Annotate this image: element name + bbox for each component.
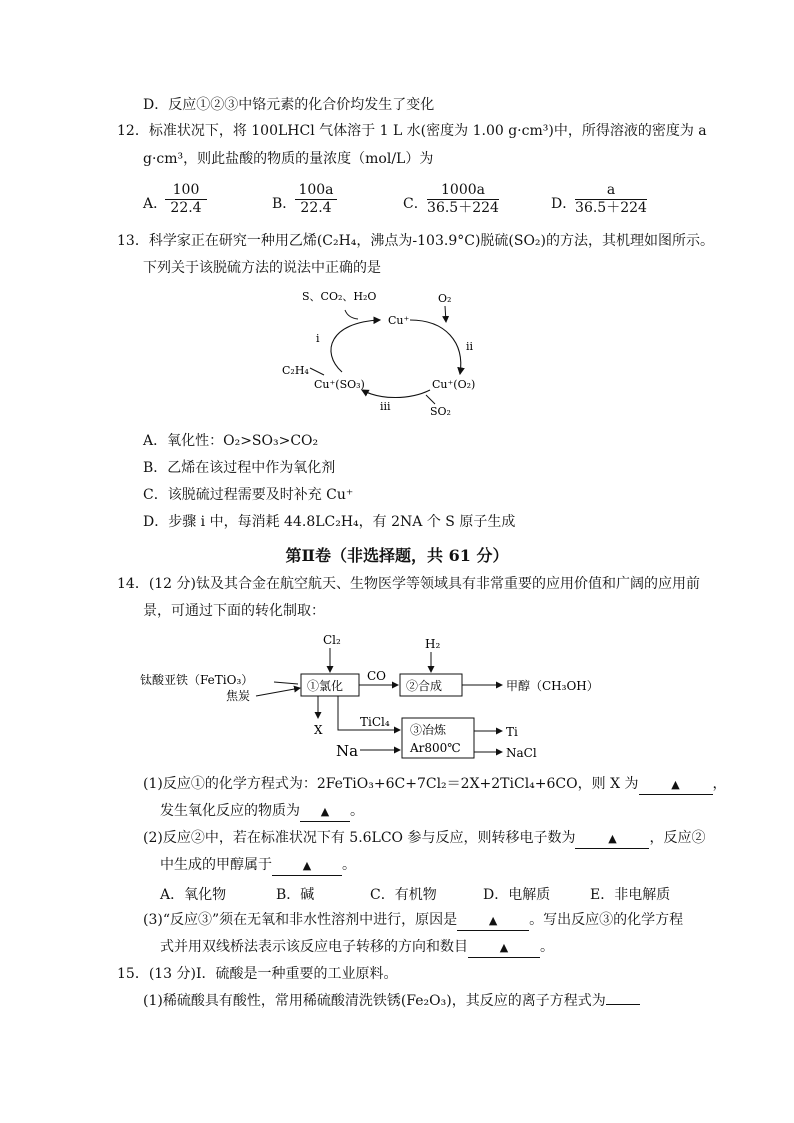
q12-option-a-letter: A． [143, 196, 168, 212]
q13-option-c: C．该脱硫过程需要及时补充 Cu⁺ [143, 487, 354, 503]
fraction-numerator: 100a [298, 182, 334, 198]
q13-stem-line2: 下列关于该脱硫方法的说法中正确的是 [143, 260, 381, 276]
diagram-cu-so3-label: Cu⁺(SO₃) [314, 378, 365, 391]
q13-option-b: B．乙烯在该过程中作为氧化剂 [143, 460, 336, 476]
flow-methanol-label: 甲醇（CH₃OH） [506, 679, 599, 693]
flow-ticl4-label: TiCl₄ [360, 715, 390, 729]
q15-stem: 15．(13 分)Ⅰ．硫酸是一种重要的工业原料。 [117, 966, 398, 982]
q15-part1-line [143, 992, 640, 1010]
reactant-line-1 [274, 682, 298, 684]
section-heading: 第Ⅱ卷（非选择题，共 61 分） [285, 546, 509, 565]
o2-input-arrow [445, 306, 446, 322]
q12-option-d-fraction [575, 182, 647, 217]
flow-h2-label: H₂ [425, 637, 441, 651]
diagram-cu-o2-label: Cu⁺(O₂) [432, 378, 476, 391]
reactant-line-2 [256, 688, 300, 696]
diagram-cu-label: Cu⁺ [388, 314, 410, 327]
q14-part1-text2: 发生氧化反应的物质为 [160, 803, 300, 819]
answer-blank[interactable]: ▲ [300, 802, 350, 822]
diagram-products-label: S、CO₂、H₂O [302, 290, 377, 303]
q14-part1-line1: (1)反应①的化学方程式为：2FeTiO₃+6C+7Cl₂＝2X+2TiCl₄+6CO，则 X 为 ▲ ， [143, 775, 727, 795]
fraction-denominator: 22.4 [170, 200, 202, 216]
q14-part3-line1: (3)“反应③”须在无氧和非水性溶剂中进行，原因是 ▲ 。写出反应③的化学方程 [143, 911, 683, 931]
flow-cl2-label: Cl₂ [323, 633, 341, 647]
fraction-denominator: 36.5＋224 [575, 200, 647, 216]
q12-option-c-letter: C． [403, 196, 428, 212]
q14-part1-text: (1)反应①的化学方程式为：2FeTiO₃+6C+7Cl₂＝2X+2TiCl₄+6CO，则 X 为 [143, 776, 639, 792]
answer-blank[interactable]: ▲ [468, 938, 540, 958]
q12-option-c-fraction [427, 182, 499, 217]
q14-part2-text: (2)反应②中，若在标准状况下有 5.6LCO 参与反应，则转移电子数为 [143, 830, 576, 846]
fraction-numerator: a [606, 182, 616, 198]
q14-process-flowchart [138, 628, 658, 768]
q12-option-d-letter: D． [551, 196, 577, 212]
answer-blank[interactable]: ▲ [575, 829, 649, 849]
diagram-step-iii: iii [380, 400, 391, 413]
answer-blank[interactable] [606, 1004, 640, 1005]
flow-ti-label: Ti [506, 725, 518, 739]
q13-mechanism-diagram [270, 282, 500, 422]
q13-stem-line1: 13．科学家正在研究一种用乙烯(C₂H₄，沸点为-103.9°C)脱硫(SO₂)的方法，其机理如图所示。 [117, 233, 715, 249]
q11-option-d: D．反应①②③中铬元素的化合价均发生了变化 [143, 97, 435, 113]
answer-blank[interactable]: ▲ [457, 911, 529, 931]
box-synthesis-label: ②合成 [406, 679, 443, 693]
answer-blank[interactable]: ▲ [639, 775, 713, 795]
diagram-step-ii: ii [466, 340, 474, 353]
q14-part2-option-b: B．碱 [276, 887, 315, 903]
q12-stem-line1: 12．标准状况下，将 100LHCl 气体溶于 1 L 水(密度为 1.00 g·cm³)中，所得溶液的密度为 a [117, 123, 707, 139]
q13-option-a: A．氧化性：O₂>SO₃>CO₂ [143, 433, 319, 449]
box-smelting-label: ③冶炼 [410, 723, 447, 737]
q12-option-a-fraction [165, 182, 207, 217]
products-release-curve [345, 310, 358, 319]
cycle-arrow-iii [362, 390, 430, 398]
cycle-arrow-ii [410, 320, 461, 374]
flow-reactant-coke: 焦炭 [226, 689, 251, 703]
q14-part1-line2: 发生氧化反应的物质为 ▲ 。 [160, 802, 364, 822]
box-chlorination-label: ①氯化 [307, 679, 344, 693]
diagram-step-i: i [316, 332, 320, 345]
flow-na-label: Na [336, 742, 359, 760]
q12-stem-line2: g·cm³，则此盐酸的物质的量浓度（mol/L）为 [143, 151, 434, 167]
fraction-numerator: 100 [172, 182, 200, 198]
q14-part3-line2: 式并用双线桥法表示该反应电子转移的方向和数目 ▲ 。 [160, 938, 554, 958]
diagram-so2-label: SO₂ [430, 405, 451, 418]
flow-co-label: CO [367, 669, 387, 683]
diagram-o2-label: O₂ [438, 292, 452, 305]
flow-nacl-label: NaCl [506, 746, 537, 760]
c2h4-input-line [310, 368, 324, 375]
q14-part2-line2: 中生成的甲醇属于 ▲ 。 [160, 856, 356, 876]
fraction-numerator: 1000a [441, 182, 485, 198]
q14-part3-text2: 式并用双线桥法表示该反应电子转移的方向和数目 [160, 939, 468, 955]
flow-x-label: X [314, 723, 323, 737]
q14-part2-line1: (2)反应②中，若在标准状况下有 5.6LCO 参与反应，则转移电子数为 ▲ ，反应② [143, 829, 705, 849]
fraction-denominator: 22.4 [300, 200, 332, 216]
q14-part2-option-e: E．非电解质 [590, 887, 671, 903]
q13-option-d: D．步骤 i 中，每消耗 44.8LC₂H₄，有 2NA 个 S 原子生成 [143, 514, 516, 530]
box-smelting-condition: Ar800℃ [410, 741, 461, 755]
fraction-denominator: 36.5＋224 [427, 200, 499, 216]
flow-reactant-fetio3: 钛酸亚铁（FeTiO₃） [140, 673, 254, 687]
cycle-arrow-i [331, 320, 380, 372]
q14-part2-option-c: C．有机物 [370, 887, 437, 903]
q14-stem-line1: 14．(12 分)钛及其合金在航空航天、生物医学等领域具有非常重要的应用价值和广阔的应用前 [117, 576, 701, 592]
answer-blank[interactable]: ▲ [272, 856, 342, 876]
so2-input-line [426, 395, 435, 404]
q12-option-b-letter: B． [272, 196, 297, 212]
q14-part2-option-d: D．电解质 [483, 887, 551, 903]
q14-part2-option-a: A．氧化物 [160, 887, 227, 903]
q12-option-b-fraction [295, 182, 337, 217]
diagram-c2h4-label: C₂H₄ [282, 364, 309, 377]
q15-part1-text: (1)稀硫酸具有酸性，常用稀硫酸清洗铁锈(Fe₂O₃)，其反应的离子方程式为 [143, 993, 606, 1009]
q14-part2-text2: 中生成的甲醇属于 [160, 857, 272, 873]
q14-part3-text: (3)“反应③”须在无氧和非水性溶剂中进行，原因是 [143, 912, 458, 928]
q14-stem-line2: 景，可通过下面的转化制取： [143, 603, 325, 619]
